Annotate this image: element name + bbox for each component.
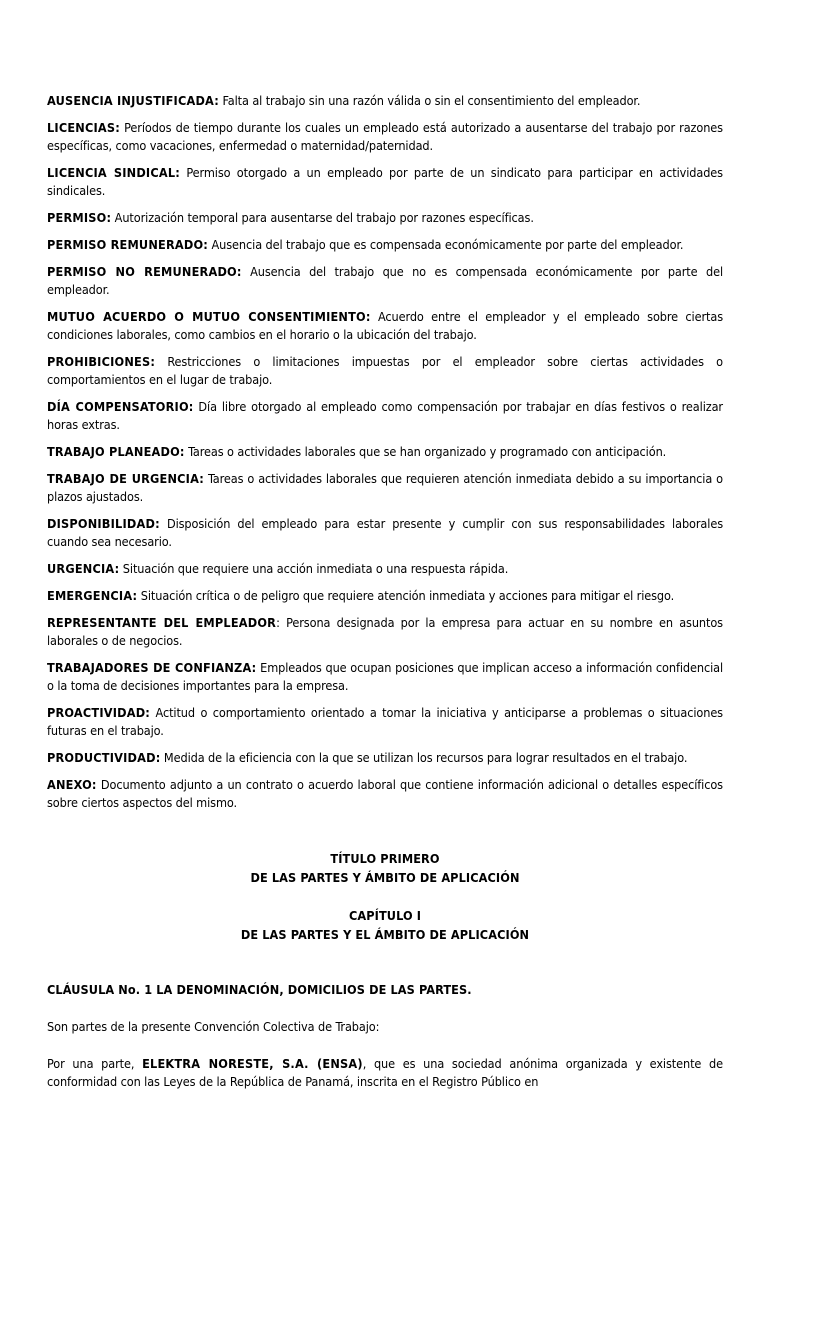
section-spacer (47, 812, 723, 849)
clause-intro-spacer (47, 1036, 723, 1055)
definition-entry (47, 92, 723, 110)
definition-term: LICENCIA SINDICAL: (47, 165, 180, 180)
definition-entry (47, 614, 723, 650)
definition-term: REPRESENTANTE DEL EMPLEADOR (47, 615, 277, 630)
definition-entry (47, 776, 723, 812)
definition-entry (47, 209, 723, 227)
definition-entry (47, 353, 723, 389)
definition-term: DISPONIBILIDAD: (47, 516, 160, 531)
definition-text: Ausencia del trabajo que no es compensada económicamente por parte del empleador. (47, 264, 724, 297)
clause-party-paragraph (47, 1055, 723, 1091)
definition-term: ANEXO: (47, 777, 97, 792)
definition-term: TRABAJO PLANEADO: (47, 444, 185, 459)
definition-text: Medida de la eficiencia con la que se utilizan los recursos para lograr resultados en el trabajo. (160, 750, 688, 765)
document-body (47, 92, 723, 1091)
definition-text: Empleados que ocupan posiciones que implican acceso a información confidencial o la toma de decisiones importantes para la empresa. (47, 660, 724, 693)
definition-entry (47, 308, 723, 344)
definition-term: MUTUO ACUERDO O MUTUO CONSENTIMIENTO: (47, 309, 371, 324)
definition-text: Falta al trabajo sin una razón válida o sin el consentimiento del empleador. (219, 93, 641, 108)
party-paragraph-prefix: Por una parte, (47, 1056, 143, 1071)
definition-entry (47, 659, 723, 695)
definition-entry (47, 263, 723, 299)
definition-term: PERMISO REMUNERADO: (47, 237, 209, 252)
chapter-line-primary: CAPÍTULO I (348, 908, 422, 923)
party-company-name: ELEKTRA NORESTE, S.A. (ENSA) (142, 1056, 363, 1071)
definition-entry (47, 515, 723, 551)
definition-entry (47, 470, 723, 506)
definition-entry (47, 749, 723, 767)
definition-text: Ausencia del trabajo que es compensada económicamente por parte del empleador. (208, 237, 684, 252)
clause-heading: CLÁUSULA No. 1 LA DENOMINACIÓN, DOMICILIOS DE LAS PARTES. (47, 982, 472, 997)
definition-term: PERMISO: (47, 210, 112, 225)
definition-entry (47, 704, 723, 740)
definition-text: Documento adjunto a un contrato o acuerdo laboral que contiene información adicional o detalles específicos sobre ciertos aspectos del mismo. (47, 777, 723, 810)
clause-heading-spacer (47, 999, 723, 1018)
definition-text: Tareas o actividades laborales que se han organizado y programado con anticipación. (184, 444, 667, 459)
title-line-secondary: DE LAS PARTES Y ÁMBITO DE APLICACIÓN (250, 870, 520, 885)
definitions-list (47, 92, 723, 812)
clause-spacer (47, 944, 723, 981)
definition-entry (47, 398, 723, 434)
definition-term: URGENCIA: (47, 561, 120, 576)
definition-text: Día libre otorgado al empleado como compensación por trabajar en días festivos o realizar horas extras. (47, 399, 723, 432)
definition-text: : Persona designada por la empresa para actuar en su nombre en asuntos laborales o de negocios. (47, 615, 723, 648)
definition-entry (47, 236, 723, 254)
definition-term: PRODUCTIVIDAD: (47, 750, 161, 765)
definition-term: AUSENCIA INJUSTIFICADA: (47, 93, 219, 108)
definition-term: PERMISO NO REMUNERADO: (47, 264, 242, 279)
definition-term: PROHIBICIONES: (47, 354, 156, 369)
definition-term: PROACTIVIDAD: (47, 705, 151, 720)
definition-term: TRABAJO DE URGENCIA: (47, 471, 205, 486)
definition-text: Situación que requiere una acción inmediata o una respuesta rápida. (119, 561, 509, 576)
definition-text: Permiso otorgado a un empleado por parte de un sindicato para participar en actividades sindicales. (47, 165, 723, 198)
title-block-primero (47, 849, 723, 887)
definition-text: Tareas o actividades laborales que requieren atención inmediata debido a su importancia o plazos ajustados. (47, 471, 724, 504)
title-spacer (47, 887, 723, 906)
title-block-capitulo (47, 906, 723, 944)
definition-text: Períodos de tiempo durante los cuales un empleado está autorizado a ausentarse del trabajo por razones específicas, como vacaciones, enfermedad o maternidad/paternidad. (47, 120, 723, 153)
definition-text: Restricciones o limitaciones impuestas por el empleador sobre ciertas actividades o comportamientos en el lugar de trabajo. (47, 354, 723, 387)
definition-text: Autorización temporal para ausentarse del trabajo por razones específicas. (111, 210, 534, 225)
definition-text: Acuerdo entre el empleador y el empleado sobre ciertas condiciones laborales, como cambios en el horario o la ubicación del trabajo. (47, 309, 723, 342)
clause-intro-paragraph: Son partes de la presente Convención Colectiva de Trabajo: (47, 1019, 380, 1034)
definition-term: DÍA COMPENSATORIO: (47, 399, 194, 414)
definition-text: Disposición del empleado para estar presente y cumplir con sus responsabilidades laborales cuando sea necesario. (47, 516, 723, 549)
definition-text: Situación crítica o de peligro que requiere atención inmediata y acciones para mitigar el riesgo. (137, 588, 675, 603)
chapter-line-secondary: DE LAS PARTES Y EL ÁMBITO DE APLICACIÓN (240, 927, 530, 942)
definition-entry (47, 119, 723, 155)
definition-entry (47, 587, 723, 605)
definition-entry (47, 443, 723, 461)
definition-entry (47, 560, 723, 578)
party-paragraph-suffix: , que es una sociedad anónima organizada y existente de conformidad con las Leyes de la República de Panamá, inscrita en el Registro Público en (47, 1056, 723, 1089)
title-line-primary: TÍTULO PRIMERO (330, 851, 440, 866)
definition-term: EMERGENCIA: (47, 588, 138, 603)
definition-text: Actitud o comportamiento orientado a tomar la iniciativa y anticiparse a problemas o situaciones futuras en el trabajo. (47, 705, 723, 738)
definition-term: TRABAJADORES DE CONFIANZA: (47, 660, 257, 675)
definition-term: LICENCIAS: (47, 120, 120, 135)
definition-entry (47, 164, 723, 200)
